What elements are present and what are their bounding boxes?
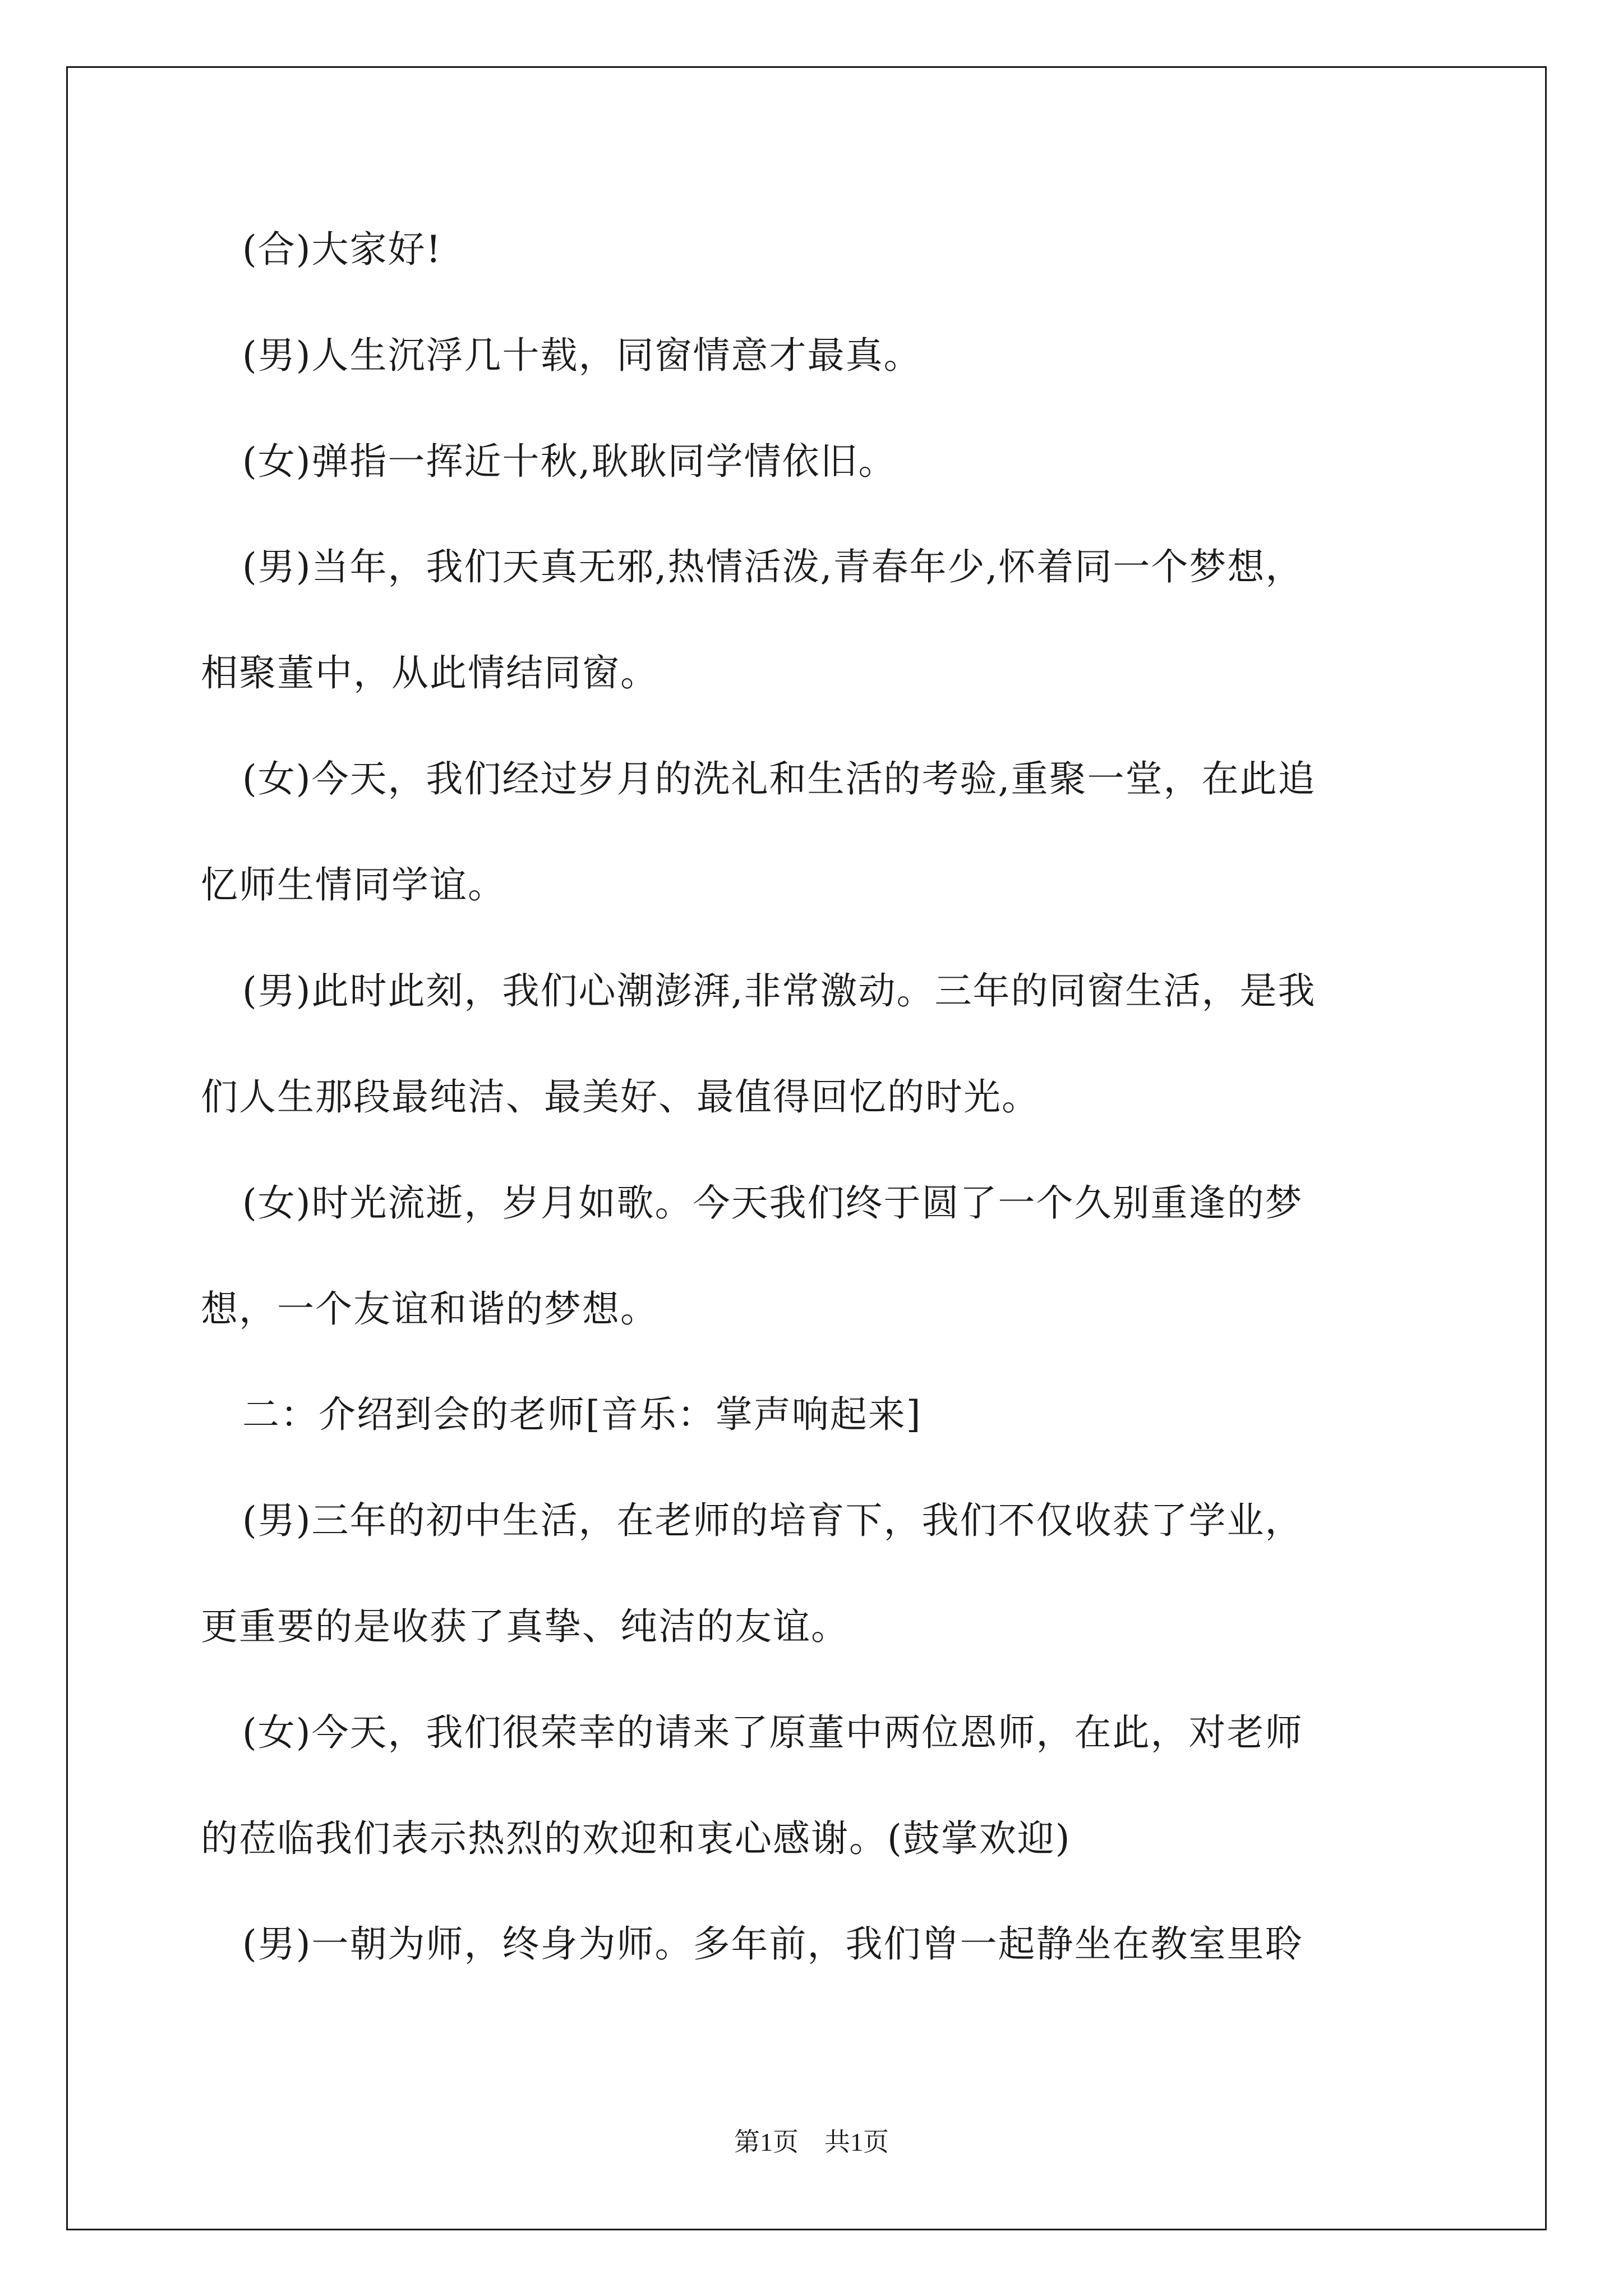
section-heading: 二：介绍到会的老师[音乐：掌声响起来] bbox=[242, 1393, 922, 1436]
paragraph-line: (男)一朝为师，终身为师。多年前，我们曾一起静坐在教室里聆 bbox=[242, 1922, 1303, 1966]
paragraph-line: 想，一个友谊和谐的梦想。 bbox=[201, 1287, 658, 1331]
paragraph-line: (女)时光流逝，岁月如歌。今天我们终于圆了一个久别重逢的梦 bbox=[242, 1181, 1303, 1225]
page-number-footer: 第1页 共1页 bbox=[734, 2128, 889, 2156]
paragraph-line: 们人生那段最纯洁、最美好、最值得回忆的时光。 bbox=[201, 1075, 1040, 1119]
paragraph-line: (男)人生沉浮几十载，同窗情意才最真。 bbox=[242, 334, 922, 377]
paragraph-line: (女)弹指一挥近十秋,耿耿同学情依旧。 bbox=[242, 440, 897, 483]
paragraph-line: 忆师生情同学谊。 bbox=[201, 863, 506, 907]
paragraph-line: (男)当年，我们天真无邪,热情活泼,青春年少,怀着同一个梦想， bbox=[242, 545, 1304, 588]
paragraph-line: 相聚董中，从此情结同窗。 bbox=[201, 651, 658, 694]
paragraph-line: (男)此时此刻，我们心潮澎湃,非常激动。三年的同窗生活，是我 bbox=[242, 969, 1316, 1013]
paragraph-line: (合)大家好! bbox=[242, 228, 442, 271]
paragraph-line: (女)今天，我们很荣幸的请来了原董中两位恩师，在此，对老师 bbox=[242, 1711, 1303, 1754]
paragraph-line: (男)三年的初中生活，在老师的培育下，我们不仅收获了学业， bbox=[242, 1499, 1303, 1542]
page-border bbox=[66, 66, 1547, 2230]
paragraph-line: 更重要的是收获了真挚、纯洁的友谊。 bbox=[201, 1605, 849, 1648]
paragraph-line: 的莅临我们表示热烈的欢迎和衷心感谢。(鼓掌欢迎) bbox=[201, 1817, 1071, 1860]
paragraph-line: (女)今天，我们经过岁月的洗礼和生活的考验,重聚一堂，在此追 bbox=[242, 757, 1316, 800]
